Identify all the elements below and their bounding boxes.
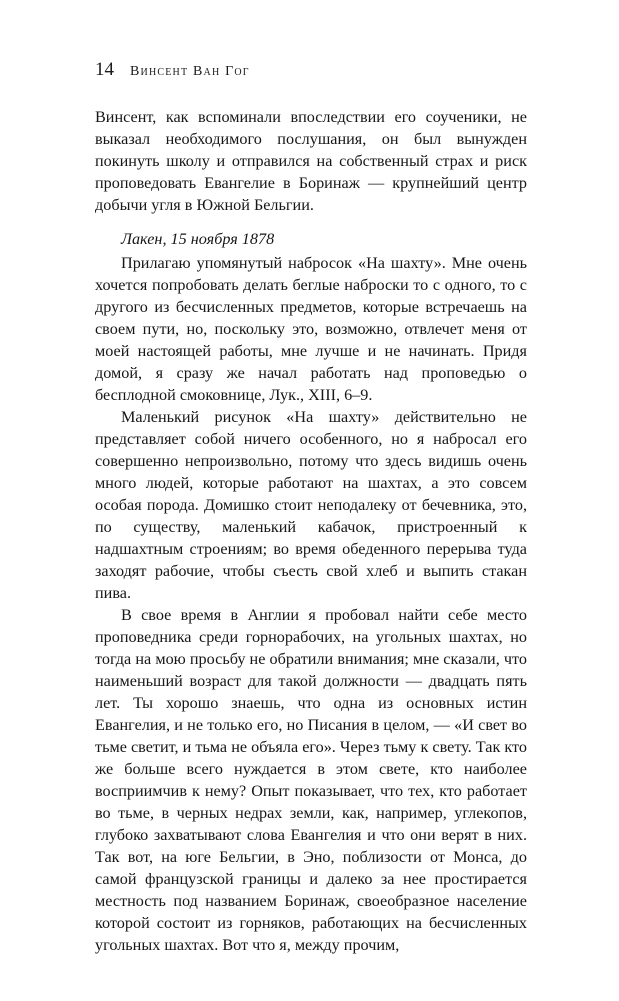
intro-paragraph: Винсент, как вспоминали впоследствии его соученики, не выказал необходимого послушания, он был вынужден покинуть школу и отправился на собственный страх и риск проповедовать Евангелие в Боринаж — крупнейший центр добычи угля в Южной Бельгии. [95,108,527,214]
letter-dateline: Лакен, 15 ноября 1878 [121,230,275,248]
page-number: 14 [95,59,114,80]
page-header [95,60,527,80]
letter-paragraph: Маленький рисунок «На шахту» действительно не представляет собой ничего особенного, но я набросал его совершенно непроизвольно, потому что здесь видишь очень много людей, которые работают на шахтах, а это совсем особая порода. Домишко стоит неподалеку от бечевника, это, по существу, маленький кабачок, пристроенный к надшахтным строениям; во время обеденного перерыва туда заходят рабочие, чтобы съесть свой хлеб и выпить стакан пива. [95,408,527,602]
running-title: Винсент Ван Гог [130,64,250,79]
letter-paragraph: Прилагаю упомянутый набросок «На шахту». Мне очень хочется попробовать делать беглые наброски то с одного, то с другого из бесчисленных предметов, которые встречаешь на своем пути, но, поскольку это, возможно, отвлечет меня от моей настоящей работы, мне лучше и не начинать. Придя домой, я сразу же начал работать над проповедью о бесплодной смоковнице, Лук., XIII, 6–9. [95,254,527,404]
text-block [95,106,527,956]
letter-paragraph: В свое время в Англии я пробовал найти себе место проповедника среди горнорабочих, на угольных шахтах, но тогда на мою просьбу не обратили внимания; мне сказали, что наименьший возраст для такой должности — двадцать пять лет. Ты хорошо знаешь, что одна из основных истин Евангелия, и не только его, но Писания в целом, — «И свет во тьме светит, и тьма не объяла его». Через тьму к свету. Так кто же больше всего нуждается в этом свете, кто наиболее восприимчив к нему? Опыт показывает, что тех, кто работает во тьме, в черных недрах земли, как, например, углекопов, глубоко захватывают слова Евангелия и что они верят в них. Так вот, на юге Бельгии, в Эно, поблизости от Монса, до самой французской границы и далеко за нее простирается местность под названием Боринаж, своеобразное население которой состоит из горняков, работающих на бесчисленных угольных шахтах. Вот что я, между прочим, [95,606,527,954]
